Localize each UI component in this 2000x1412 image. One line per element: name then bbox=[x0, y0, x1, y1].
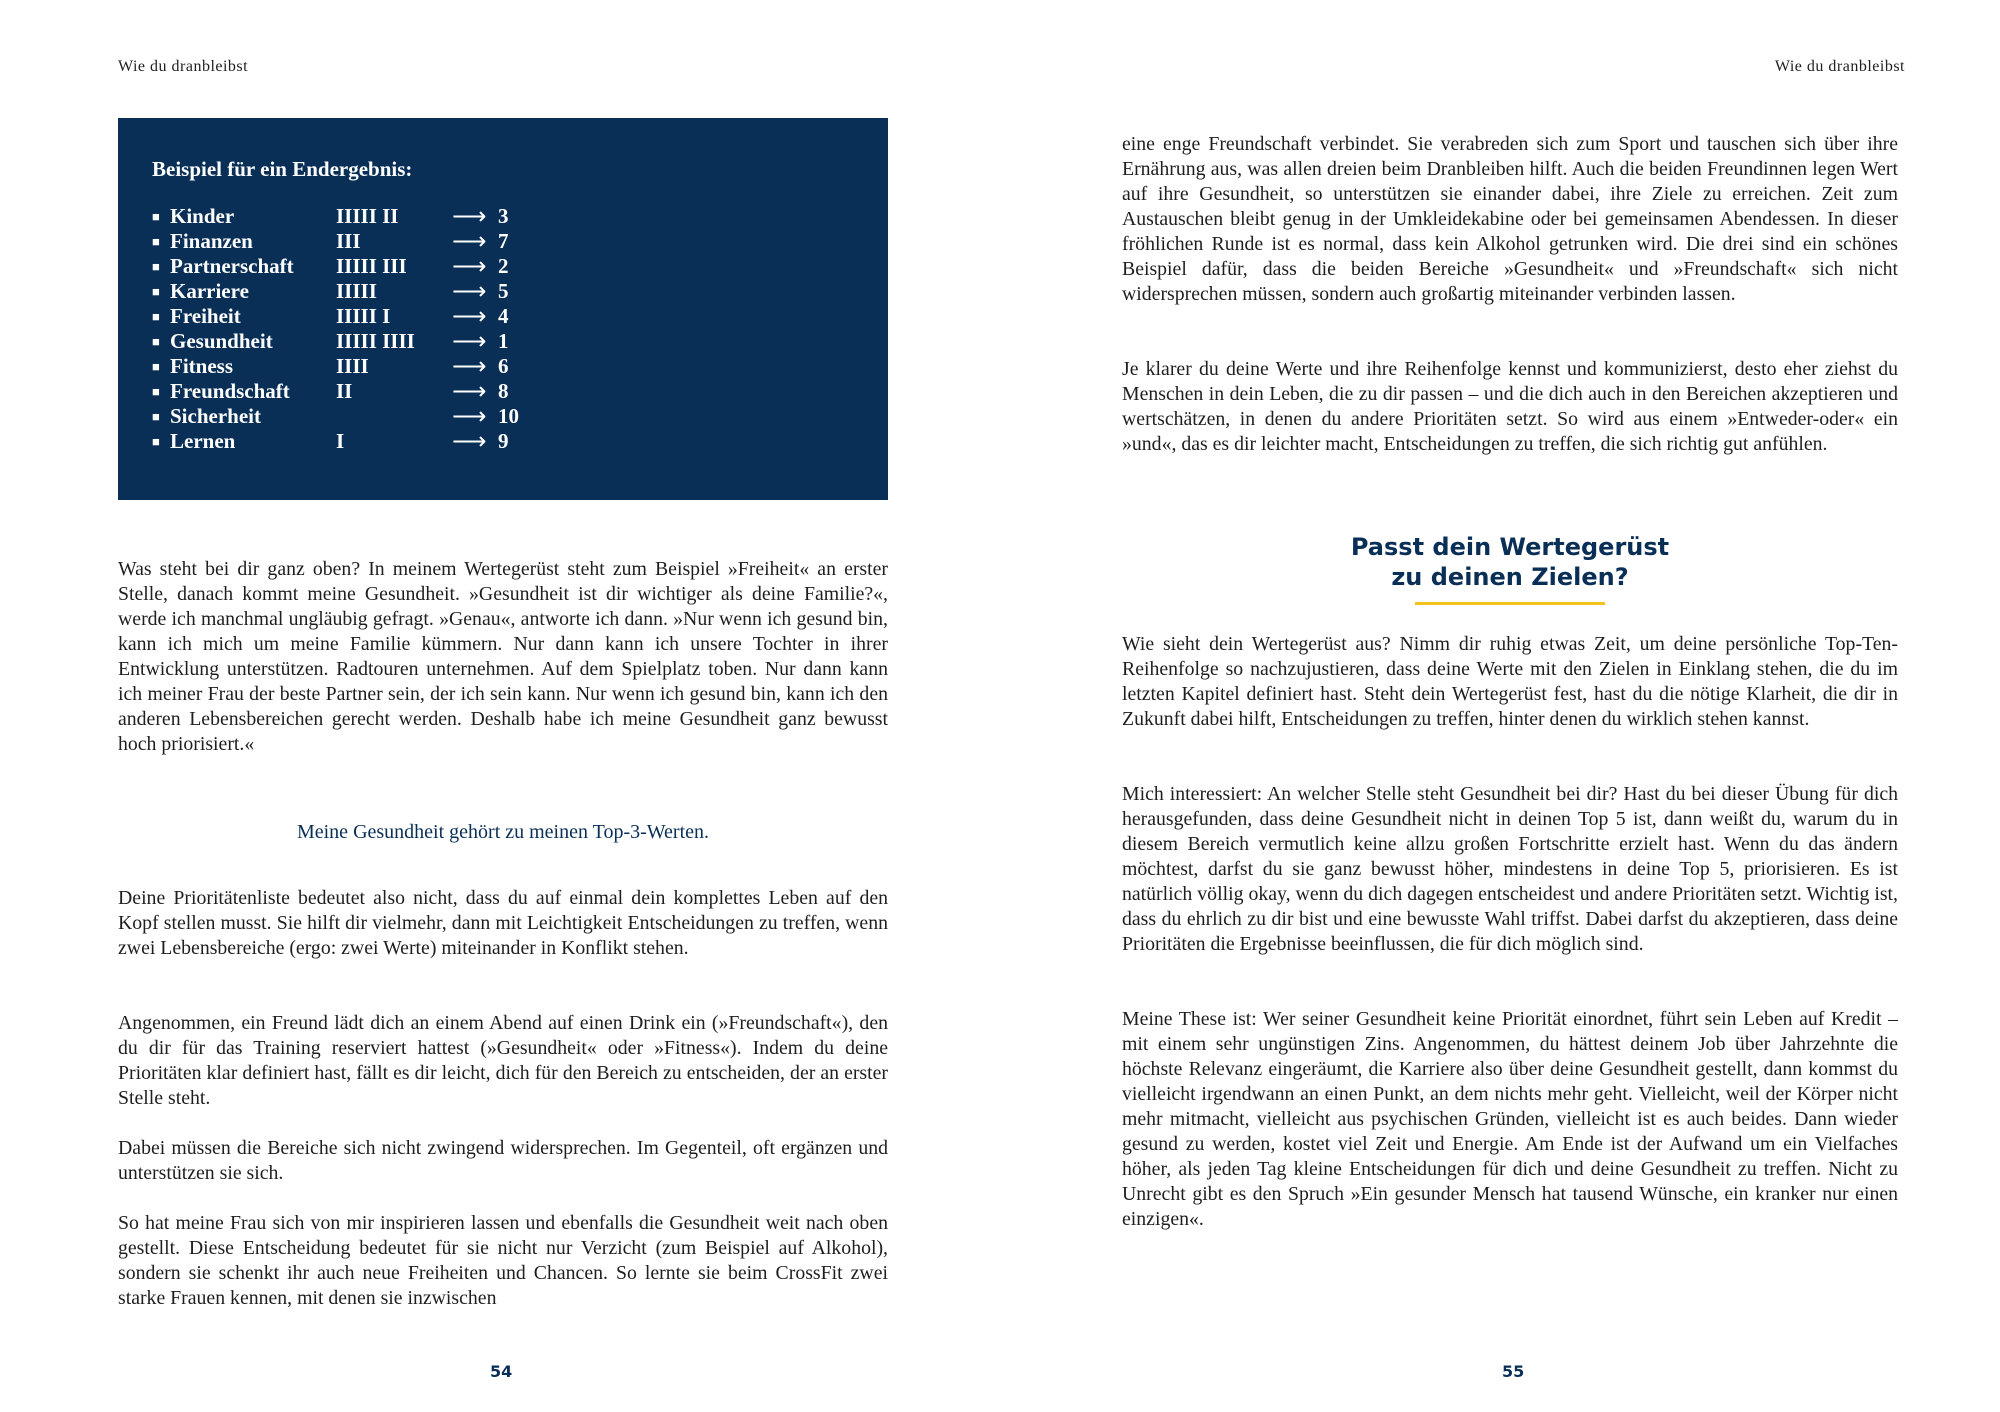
value-row bbox=[152, 304, 854, 329]
value-rank: 1 bbox=[498, 329, 509, 353]
square-bullet-icon: ■ bbox=[152, 434, 160, 449]
square-bullet-icon: ■ bbox=[152, 409, 160, 424]
section-heading-block bbox=[1122, 532, 1898, 605]
body-paragraph: Angenommen, ein Freund lädt dich an einem Abend auf einen Drink ein (»Freundschaft«), den du dir für das Training reserviert hattest (»Gesundheit« oder »Fitness«). Indem du deine Prioritäten klar definiert hast, fällt es dir leicht, dich für den Bereich zu entscheiden, der an erster Stelle steht. bbox=[118, 1012, 888, 1109]
body-paragraph: Dabei müssen die Bereiche sich nicht zwingend widersprechen. Im Gegenteil, oft ergänzen und unterstützen sie sich. bbox=[118, 1137, 888, 1184]
value-rank: 10 bbox=[498, 404, 519, 428]
value-name: Sicherheit bbox=[170, 404, 261, 428]
value-tally: IIIII II bbox=[336, 204, 399, 228]
page-number: 54 bbox=[490, 1362, 513, 1381]
square-bullet-icon: ■ bbox=[152, 384, 160, 399]
value-rank: 8 bbox=[498, 379, 509, 403]
square-bullet-icon: ■ bbox=[152, 284, 160, 299]
right-arrow-icon: ⟶ bbox=[452, 277, 487, 305]
value-tally: IIIII IIII bbox=[336, 329, 415, 353]
value-rank: 6 bbox=[498, 354, 509, 378]
heading-underline bbox=[1415, 602, 1605, 605]
value-name: Gesundheit bbox=[170, 329, 273, 353]
value-tally: III bbox=[336, 229, 361, 253]
body-paragraph: Mich interessiert: An welcher Stelle steht Gesundheit bei dir? Hast du bei dieser Übung für dich herausgefunden, dass deine Gesundheit nicht in deinen Top 5 ist, dann weißt du, warum du in diesem Bereich vermutlich keine allzu großen Fortschritte erzielt hast. Wenn du das ändern möchtest, darfst du sie ganz bewusst höher, mindestens in deine Top 5, priorisieren. Es ist natürlich völlig okay, wenn du dich dagegen entscheidest und andere Prioritäten setzt. Wichtig ist, dass du ehrlich zu dir bist und eine bewusste Wahl triffst. Dabei darfst du akzeptieren, dass deine Prioritäten die Ergebnisse beeinflussen, die für dich möglich sind. bbox=[1122, 783, 1898, 955]
value-rank: 4 bbox=[498, 304, 509, 328]
body-paragraph: Wie sieht dein Wertegerüst aus? Nimm dir ruhig etwas Zeit, um deine persönliche Top-Ten-Reihenfolge so nachzujustieren, dass deine Werte mit den Zielen in Einklang stehen, die du im letzten Kapitel definiert hast. Steht dein Wertegerüst fest, hast du die nötige Klarheit, die dir in Zukunft dabei hilft, Entscheidungen zu treffen, hinter denen du wirklich stehen kannst. bbox=[1122, 633, 1898, 730]
value-rank: 3 bbox=[498, 204, 509, 228]
square-bullet-icon: ■ bbox=[152, 259, 160, 274]
value-tally: IIIII I bbox=[336, 304, 391, 328]
value-rank: 9 bbox=[498, 429, 509, 453]
value-rank: 7 bbox=[498, 229, 509, 253]
value-rank: 2 bbox=[498, 254, 509, 278]
value-row bbox=[152, 354, 854, 379]
square-bullet-icon: ■ bbox=[152, 359, 160, 374]
value-row bbox=[152, 279, 854, 304]
square-bullet-icon: ■ bbox=[152, 309, 160, 324]
value-row bbox=[152, 204, 854, 229]
right-arrow-icon: ⟶ bbox=[452, 427, 487, 455]
value-row bbox=[152, 229, 854, 254]
value-name: Karriere bbox=[170, 279, 249, 303]
section-heading-line: Passt dein Wertegerüst bbox=[1350, 533, 1670, 561]
value-row bbox=[152, 429, 854, 454]
value-name: Freiheit bbox=[170, 304, 241, 328]
square-bullet-icon: ■ bbox=[152, 334, 160, 349]
right-arrow-icon: ⟶ bbox=[452, 252, 487, 280]
square-bullet-icon: ■ bbox=[152, 209, 160, 224]
right-arrow-icon: ⟶ bbox=[452, 202, 487, 230]
body-paragraph: eine enge Freundschaft verbindet. Sie verabreden sich zum Sport und tauschen sich über ihre Ernährung aus, was allen dreien beim Dranbleiben hilft. Auch die beiden Freundinnen legen Wert auf ihre Gesundheit, so unterstützen sie einander dabei, ihre Ziele zu erreichen. Zeit zum Austauschen bleibt genug in der Umkleidekabine oder bei gemeinsamen Abendessen. In dieser fröhlichen Runde ist es normal, dass kein Alkohol getrunken wird. Die drei sind ein schönes Beispiel dafür, dass die beiden Bereiche »Gesundheit« und »Freundschaft« sich nicht widersprechen müssen, sondern auch großartig miteinander verbinden lassen. bbox=[1122, 133, 1898, 305]
value-row bbox=[152, 254, 854, 279]
value-name: Lernen bbox=[170, 429, 236, 453]
body-paragraph: Was steht bei dir ganz oben? In meinem Wertegerüst steht zum Beispiel »Freiheit« an erster Stelle, danach kommt meine Gesundheit. »Gesundheit ist dir wichtiger als deine Familie?«, werde ich manchmal ungläubig gefragt. »Genau«, antworte ich dann. »Nur wenn ich gesund bin, kann ich mich um meine Familie kümmern. Nur dann kann ich unsere Tochter in ihrer Entwicklung unterstützen. Radtouren unternehmen. Auf dem Spielplatz toben. Nur dann kann ich meiner Frau der beste Partner sein, der ich sein kann. Nur wenn ich gesund bin, kann ich den anderen Lebensbereichen gerecht werden. Deshalb habe ich meine Gesundheit ganz bewusst hoch priorisiert.« bbox=[118, 558, 888, 755]
section-heading-line: zu deinen Zielen? bbox=[1391, 563, 1629, 591]
value-tally: II bbox=[336, 379, 353, 403]
right-arrow-icon: ⟶ bbox=[452, 227, 487, 255]
values-list bbox=[152, 204, 854, 454]
value-tally bbox=[336, 404, 452, 429]
page-number: 55 bbox=[1502, 1362, 1525, 1381]
pull-quote: Meine Gesundheit gehört zu meinen Top-3-Werten. bbox=[296, 821, 710, 843]
body-paragraph: Je klarer du deine Werte und ihre Reihenfolge kennst und kommunizierst, desto eher ziehst du Menschen in dein Leben, die zu dir passen – und die dich auch in den Bereichen akzeptieren und wertschätzen, in denen du andere Prioritäten setzt. So wird aus einem »Entweder-oder« ein »und«, das es dir leichter macht, Entscheidungen zu treffen, die sich richtig gut anfühlen. bbox=[1122, 358, 1898, 455]
body-paragraph: So hat meine Frau sich von mir inspirieren lassen und ebenfalls die Gesundheit weit nach oben gestellt. Diese Entscheidung bedeutet für sie nicht nur Verzicht (zum Beispiel auf Alkohol), sondern sie schenkt ihr auch neue Freiheiten und Chancen. So lernte sie beim CrossFit zwei starke Frauen kennen, mit denen sie inzwischen bbox=[118, 1212, 888, 1309]
running-head: Wie du dranbleibst bbox=[1774, 58, 1905, 75]
value-tally: IIIII III bbox=[336, 254, 407, 278]
value-row bbox=[152, 379, 854, 404]
value-name: Finanzen bbox=[170, 229, 253, 253]
value-name: Fitness bbox=[170, 354, 233, 378]
value-tally: IIIII bbox=[336, 279, 377, 303]
value-row bbox=[152, 329, 854, 354]
right-arrow-icon: ⟶ bbox=[452, 302, 487, 330]
body-paragraph: Meine These ist: Wer seiner Gesundheit keine Priorität einordnet, führt sein Leben auf Kredit – mit einem sehr ungünstigen Zins. Angenommen, du hättest deinem Job über Jahrzehnte die höchste Relevanz eingeräumt, die Karriere also über deine Gesundheit gestellt, dann kommst du vielleicht irgendwann an einen Punkt, an dem nichts mehr geht. Vielleicht, weil der Körper nicht mehr mitmacht, vielleicht aus psychischen Gründen, vielleicht ist es auch beides. Dann wieder gesund zu werden, kostet viel Zeit und Energie. Am Ende ist der Aufwand um ein Vielfaches höher, als jeden Tag kleine Entscheidungen für dich und deine Gesundheit zu treffen. Nicht zu Unrecht gibt es den Spruch »Ein gesunder Mensch hat tausend Wünsche, ein kranker nur einen einzigen«. bbox=[1122, 1008, 1898, 1230]
right-page bbox=[1000, 0, 2000, 1412]
value-name: Partnerschaft bbox=[170, 254, 294, 278]
running-head: Wie du dranbleibst bbox=[118, 58, 249, 75]
value-tally: IIII bbox=[336, 354, 369, 378]
box-title: Beispiel für ein Endergebnis: bbox=[152, 157, 413, 181]
square-bullet-icon: ■ bbox=[152, 234, 160, 249]
value-row bbox=[152, 404, 854, 429]
example-result-box bbox=[118, 118, 888, 500]
right-arrow-icon: ⟶ bbox=[452, 352, 487, 380]
right-arrow-icon: ⟶ bbox=[452, 402, 487, 430]
body-paragraph: Deine Prioritätenliste bedeutet also nicht, dass du auf einmal dein komplettes Leben auf den Kopf stellen musst. Sie hilft dir vielmehr, dann mit Leichtigkeit Entscheidungen zu treffen, wenn zwei Lebensbereiche (ergo: zwei Werte) miteinander in Konflikt stehen. bbox=[118, 887, 888, 959]
right-arrow-icon: ⟶ bbox=[452, 377, 487, 405]
value-name: Freundschaft bbox=[170, 379, 290, 403]
value-rank: 5 bbox=[498, 279, 509, 303]
value-tally: I bbox=[336, 429, 345, 453]
right-arrow-icon: ⟶ bbox=[452, 327, 487, 355]
value-name: Kinder bbox=[170, 204, 235, 228]
